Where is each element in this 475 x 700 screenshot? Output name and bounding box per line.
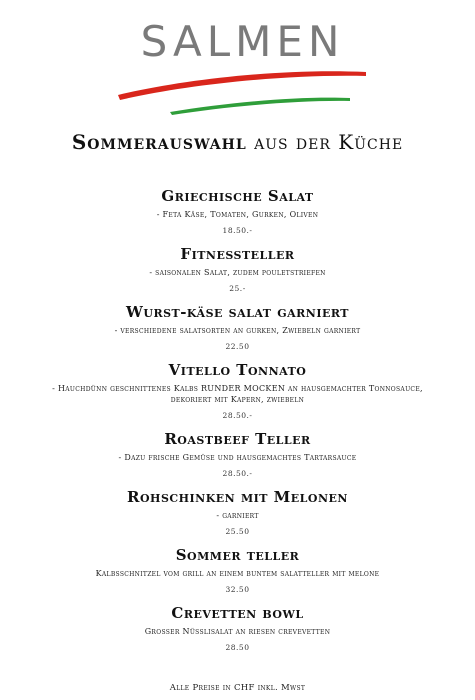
menu-item-roastbeef-teller [0,429,475,479]
price-note: Alle Preise in CHF inkl. Mwst [169,683,306,693]
menu-item-name: Crevetten bowl [171,604,304,622]
logo-swoosh-graphic [110,50,370,120]
menu-item-price: 25.50 [225,527,250,536]
menu-item-description: Kalbsschnitzel vom grill an einem buntem salatteller mit melone [95,569,380,578]
menu-item-name: Griechische Salat [161,187,314,205]
menu-item-price: 25.- [229,284,246,293]
menu-item-description: - garniert [216,511,259,520]
menu-item-name: Sommer teller [175,546,300,564]
menu-item-price: 28.50.- [222,469,253,478]
menu-item-rohschinken-melonen [0,487,475,537]
menu-item-description: - Hauchdünn geschnittenes Kalbs RUNDER MOCKEN an hausgemachter Tonnosauce, dekoriert mit Kapern, zwiebeln [52,384,423,404]
menu-item-name: Vitello Tonnato [168,361,307,379]
menu-list [0,178,475,653]
menu-item-crevetten-bowl [0,603,475,653]
menu-item-wurst-kaese-salat [0,302,475,352]
menu-item-description: - Dazu frische Gemüse und hausgemachtes Tartarsauce [118,453,357,462]
menu-item-griechische-salat [0,186,475,236]
menu-item-price: 28.50.- [222,411,253,420]
heading-bold: Sommerauswahl [71,130,247,154]
menu-item-fitnessteller [0,244,475,294]
menu-heading [0,130,475,154]
heading-light: aus der Küche [254,130,404,154]
menu-item-vitello-tonnato [0,360,475,421]
logo-wordmark: SALMEN [140,17,345,66]
logo-red-swoosh [118,71,366,100]
menu-item-name: Rohschinken mit Melonen [127,488,348,506]
menu-item-description: Grosser Nüsslisalat an riesen crevevetten [144,627,331,636]
menu-item-sommer-teller [0,545,475,595]
menu-item-price: 18.50.- [222,226,253,235]
menu-item-price: 22.50 [225,342,250,351]
menu-item-description: - saisonalen Salat, zudem pouletstriefen [149,268,326,277]
menu-item-description: - verschiedene salatsorten an gurken, Zwiebeln garniert [114,326,361,335]
menu-item-name: Roastbeef Teller [164,430,311,448]
menu-item-price: 32.50 [225,585,250,594]
menu-item-name: Wurst-käse salat garniert [126,303,349,321]
logo-green-swoosh [170,98,350,115]
menu-item-name: Fitnessteller [180,245,295,263]
menu-item-description: - Feta Käse, Tomaten, Gurken, Oliven [156,210,319,219]
menu-item-price: 28.50 [225,643,250,652]
